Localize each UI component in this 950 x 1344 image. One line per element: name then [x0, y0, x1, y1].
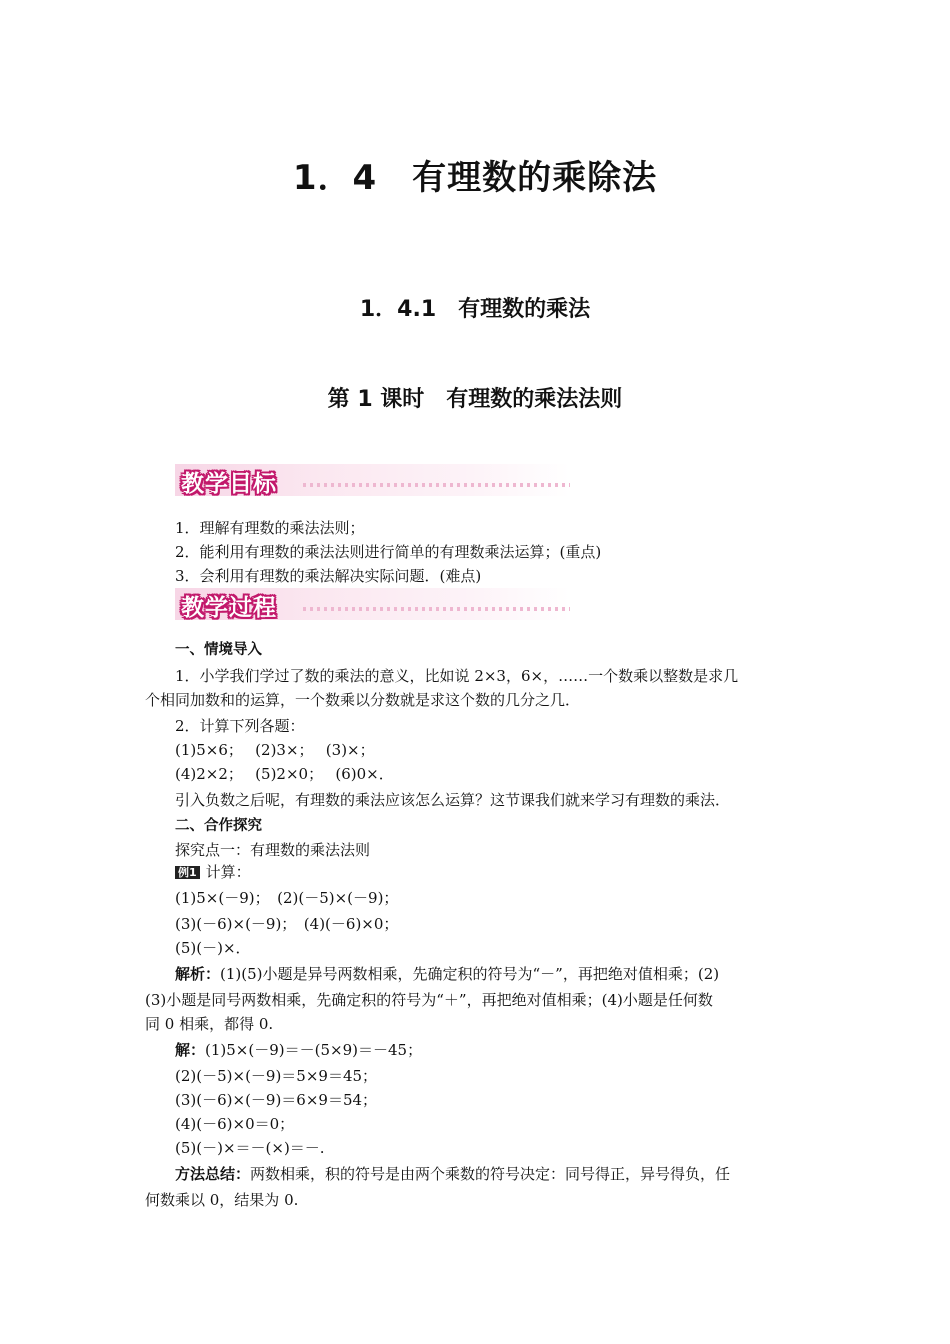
- analysis-line-1: [175, 962, 719, 986]
- analysis-line-3: 同 0 相乘，都得 0.: [145, 1015, 274, 1033]
- summary-label: 方法总结：: [175, 1165, 251, 1183]
- intro-paragraph-line-1: [175, 664, 738, 688]
- section-title: 1．4.1 有理数的乘法: [359, 297, 591, 322]
- example-label: 计算：: [205, 863, 251, 881]
- summary-text-1: 两数相乘，积的符号是由两个乘数的符号决定：同号得正，异号得负，任: [250, 1165, 731, 1183]
- banner-teaching-process: [175, 588, 570, 620]
- explore-point-1: 探究点一：有理数的乘法法则: [175, 841, 371, 859]
- example-row-2: (3)(－6)×(－9)； (4)(－6)×0；: [175, 915, 399, 933]
- example-row-3: (5)(－)×．: [175, 939, 251, 957]
- solution-line-3: (3)(－6)×(－9)＝6×9＝54；: [175, 1091, 378, 1109]
- goal-item-2: 2．能利用有理数的乘法法则进行简单的有理数乘法运算；(重点): [175, 543, 602, 561]
- lesson-title: 第 1 课时 有理数的乘法法则: [327, 387, 623, 412]
- solution-line-5: (5)(－)×＝－(×)＝－.: [175, 1139, 325, 1157]
- example-row-1: (1)5×(－9)； (2)(－5)×(－9)；: [175, 889, 399, 907]
- goal-item-1: 1．理解有理数的乘法法则；: [175, 519, 365, 537]
- calc-row-1: (1)5×6； (2)3×； (3)×；: [175, 741, 375, 759]
- analysis-line-2: (3)小题是同号两数相乘，先确定积的符号为“＋”，再把绝对值相乘；(4)小题是任何数: [145, 991, 713, 1009]
- section-heading-explore: 二、合作探究: [175, 818, 262, 834]
- intro-item-2: 2．计算下列各题：: [175, 717, 305, 735]
- goal-item-3: 3．会利用有理数的乘法解决实际问题．(难点): [175, 567, 482, 585]
- calc-row-2: (4)2×2； (5)2×0； (6)0×．: [175, 765, 394, 783]
- solution-line-1: [175, 1038, 422, 1062]
- analysis-label: 解析：: [175, 965, 221, 983]
- solution-line-2: (2)(－5)×(－9)＝5×9＝45；: [175, 1067, 378, 1085]
- summary-line-1: [175, 1162, 730, 1186]
- example-badge: 例1: [175, 866, 200, 879]
- chapter-title: 1．4 有理数的乘除法: [292, 158, 658, 198]
- summary-line-2: 何数乘以 0，结果为 0.: [145, 1191, 299, 1209]
- banner-teaching-goals: [175, 464, 570, 496]
- solution-text-1: (1)5×(－9)＝－(5×9)＝－45；: [205, 1041, 423, 1059]
- intro-text-1a: 1．小学我们学过了数的乘法的意义，比如说 2×3，6×，……一个数乘以整数是求几: [175, 667, 739, 685]
- solution-line-4: (4)(－6)×0＝0；: [175, 1115, 295, 1133]
- solution-label: 解：: [175, 1041, 206, 1059]
- banner-process-label: 教学过程: [181, 595, 277, 621]
- section-heading-intro: 一、情境导入: [175, 642, 262, 658]
- intro-paragraph-line-2: 个相同加数和的运算，一个数乘以分数就是求这个数的几分之几．: [145, 691, 581, 709]
- banner-goals-label: 教学目标: [181, 471, 277, 497]
- example-1-header: [175, 860, 251, 884]
- analysis-text-1: (1)(5)小题是异号两数相乘，先确定积的符号为“－”，再把绝对值相乘；(2): [220, 965, 720, 983]
- intro-question: 引入负数之后呢，有理数的乘法应该怎么运算？这节课我们就来学习有理数的乘法．: [175, 791, 731, 809]
